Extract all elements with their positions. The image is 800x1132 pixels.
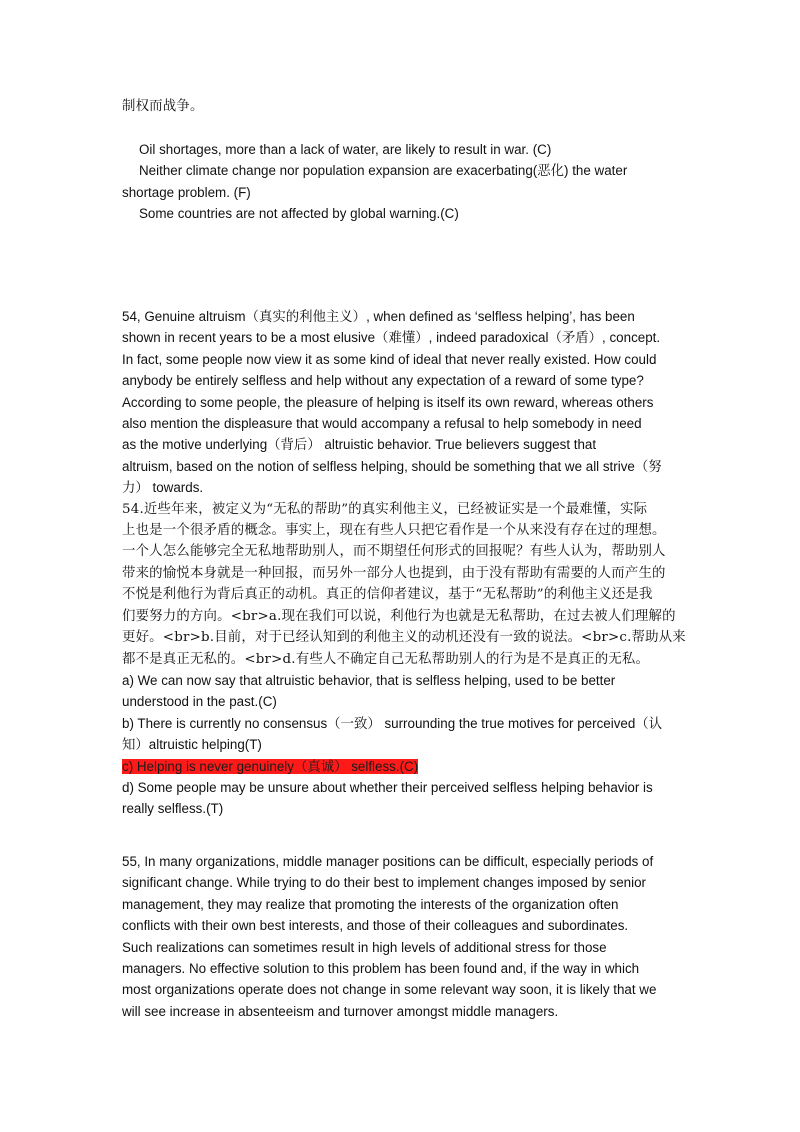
q54-translation-line: 更好。<br>b.目前，对于已经认知到的利他主义的动机还没有一致的说法。<br>c.帮助从来 (122, 630, 686, 646)
q54-passage-line: According to some people, the pleasure of helping is itself its own reward, whereas others (122, 394, 654, 410)
q55-passage-line: 55, In many organizations, middle manager positions can be difficult, especially periods of (122, 854, 654, 869)
q54-option-a: a) We can now say that altruistic behavior, that is selfless helping, used to be better (122, 672, 616, 688)
q54-option-a-cont: understood in the past.(C) (122, 694, 277, 710)
q54-translation-line: 都不是真正无私的。<br>d.有些人不确定自己无私帮助别人的行为是不是真正的无私。 (122, 651, 650, 667)
q54-translation-line: 54.近些年来，被定义为“无私的帮助”的真实利他主义，已经被证实是一个最难懂，实际 (122, 501, 648, 517)
q54-passage-line: In fact, some people now view it as some kind of ideal that never really existed. How could (122, 351, 657, 367)
q55-passage-line: most organizations operate does not change in some relevant way soon, it is likely that we (122, 982, 657, 998)
q53-option-1: Oil shortages, more than a lack of water, are likely to result in war. (C) (139, 142, 552, 157)
intro-block (122, 96, 684, 117)
q55-passage-line: management, they may realize that promoting the interests of the organization often (122, 896, 619, 912)
q54-passage-line: 54, Genuine altruism（真实的利他主义）, when defined as ‘selfless helping’, has been (122, 309, 635, 324)
q54-passage (122, 306, 684, 820)
q55-passage-line: will see increase in absenteeism and turnover amongst middle managers. (122, 1003, 559, 1019)
q54-translation-line: 一个人怎么能够完全无私地帮助别人，而不期望任何形式的回报呢？有些人认为，帮助别人 (122, 544, 666, 560)
q54-passage-line: anybody be entirely selfless and help without any expectation of a reward of some type? (122, 373, 644, 389)
q54-translation-line: 带来的愉悦本身就是一种回报，而另外一部分人也提到，由于没有帮助有需要的人而产生的 (122, 565, 666, 581)
q54-option-c-line (122, 756, 684, 777)
q55-passage-line: managers. No effective solution to this problem has been found and, if the way in which (122, 961, 640, 977)
q55-passage-line: Such realizations can sometimes result in high levels of additional stress for those (122, 939, 607, 955)
q53-option-2-cont: shortage problem. (F) (122, 184, 251, 200)
q55-passage (122, 851, 684, 1022)
q54-translation-line: 们要努力的方向。<br>a.现在我们可以说，利他行为也就是无私帮助，在过去被人们理解的 (122, 608, 676, 624)
q54-option-b-cont: 知）altruistic helping(T) (122, 737, 262, 753)
q54-option-c-highlight: c) Helping is never genuinely（真诚） selfless.(C) (122, 758, 419, 774)
q54-translation-line: 上也是一个很矛盾的概念。事实上，现在有些人只把它看作是一个从来没有存在过的理想。 (122, 523, 666, 539)
q54-passage-line: also mention the displeasure that would accompany a refusal to help somebody in need (122, 416, 642, 432)
q53-option-2: Neither climate change nor population expansion are exacerbating(恶化) the water (139, 163, 628, 179)
q53-option-3: Some countries are not affected by global warning.(C) (139, 206, 459, 222)
q54-passage-line: altruism, based on the notion of selfless helping, should be something that we all strive（努 (122, 458, 662, 474)
q54-option-d-cont: really selfless.(T) (122, 801, 224, 817)
q55-passage-line: significant change. While trying to do their best to implement changes imposed by senior (122, 875, 647, 891)
q54-translation-line: 不悦是利他行为背后真正的动机。真正的信仰者建议，基于“无私帮助”的利他主义还是我 (122, 587, 653, 603)
q55-passage-line: conflicts with their own best interests, and those of their colleagues and subordinates. (122, 918, 629, 934)
q54-option-b: b) There is currently no consensus（一致） surrounding the true motives for perceived（认 (122, 715, 663, 731)
intro-heading: 制权而战争。 (122, 99, 204, 114)
q53-options (122, 139, 684, 225)
q54-option-d: d) Some people may be unsure about whether their perceived selfless helping behavior is (122, 779, 653, 795)
q54-passage-line: shown in recent years to be a most elusive（难懂）, indeed paradoxical（矛盾）, concept. (122, 330, 661, 346)
q54-passage-line: as the motive underlying（背后） altruistic behavior. True believers suggest that (122, 437, 597, 453)
q54-passage-line: 力） towards. (122, 480, 204, 496)
